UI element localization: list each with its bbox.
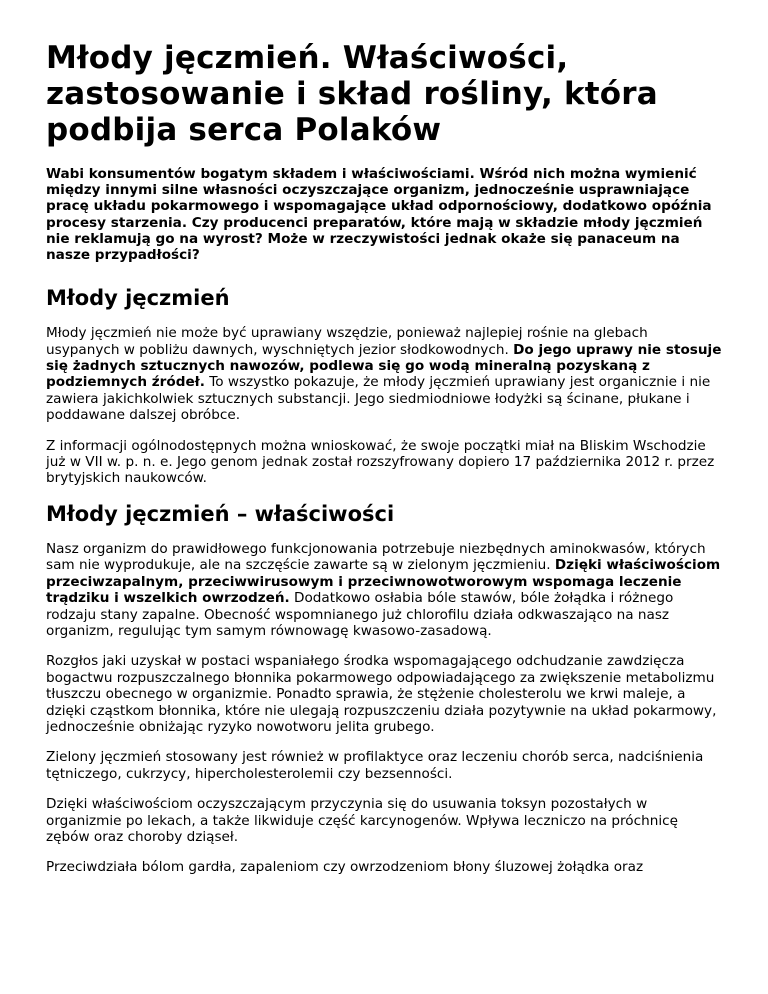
section-mlody-jeczmien: [46, 285, 724, 487]
paragraph-text: To wszystko pokazuje, że młody jęczmień uprawiany jest organicznie i nie zawiera jakichkolwiek sztucznych substancji. Jego siedmiodniowe łodyżki są ścinane, płukane i poddawane dalszej obróbce.: [46, 374, 711, 424]
paragraph-bold-text: Dzięki właściwościom przeciwzapalnym, przeciwwirusowym i przeciwnowotworowym wspomaga leczenie trądziku i wszelkich owrzodzeń.: [46, 557, 721, 607]
section-heading: Młody jęczmień – właściwości: [46, 501, 395, 526]
paragraph: Rozgłos jaki uzyskał w postaci wspaniałego środka wspomagającego odchudzanie zawdzięcza bogactwu rozpuszczalnego błonnika pokarmowego odpowiadającego za zwiększenie metabolizmu tłuszczu obecnego w organizmie. Ponadto sprawia, że stężenie cholesterolu we krwi maleje, a dzięki cząstkom błonnika, które nie ulegają rozpuszczeniu działa pozytywnie na układ pokarmowy, jednocześnie obniżając ryzyko nowotworu jelita grubego.: [46, 653, 717, 735]
section-heading: Młody jęczmień: [46, 286, 230, 311]
paragraph-text: Nasz organizm do prawidłowego funkcjonowania potrzebuje niezbędnych aminokwasów, których sam nie wyprodukuje, ale na szczęście zawarte są w zielonym jęczmieniu.: [46, 540, 706, 574]
paragraph: [46, 541, 724, 639]
article-title: Młody jęczmień. Właściwości, zastosowanie i skład rośliny, która podbija serca Polaków: [46, 40, 658, 148]
paragraph: Zielony jęczmień stosowany jest również w profilaktyce oraz leczeniu chorób serca, nadciśnienia tętniczego, cukrzycy, hipercholesterolemii czy bezsenności.: [46, 749, 704, 782]
paragraph: Z informacji ogólnodostępnych można wnioskować, że swoje początki miał na Bliskim Wschodzie już w VII w. p. n. e. Jego genom jednak został rozszyfrowany dopiero 17 października 2012 r. przez brytyjskich naukowców.: [46, 437, 715, 487]
section-wlasciwosci: [46, 501, 724, 876]
paragraph-text: Dodatkowo osłabia bóle stawów, bóle żołądka i różnego rodzaju stany zapalne. Obecność wspomnianego już chlorofilu działa odkwaszająco na nasz organizm, regulując tym samym równowagę kwasowo-zasadową.: [46, 590, 674, 639]
paragraph: Dzięki właściwościom oczyszczającym przyczynia się do usuwania toksyn pozostałych w organizmie po lekach, a także likwiduje część karcynogenów. Wpływa leczniczo na próchnicę zębów oraz choroby dziąseł.: [46, 796, 678, 845]
paragraph-text: Młody jęczmień nie może być uprawiany wszędzie, ponieważ najlepiej rośnie na glebach usypanych w pobliżu dawnych, wyschniętych jezior słodkowodnych.: [46, 325, 648, 358]
article-lead: Wabi konsumentów bogatym składem i właściwościami. Wśród nich można wymienić między innymi silne własności oczyszczające organizm, jednocześnie usprawniające pracę układu pokarmowego i wspomagające układ odpornościowy, dodatkowo opóźnia procesy starzenia. Czy producenci preparatów, które mają w składzie młody jęczmień nie reklamują go na wyrost? Może w rzeczywistości jednak okaże się panaceum na nasze przypadłości?: [46, 166, 712, 264]
paragraph: Przeciwdziała bólom gardła, zapaleniom czy owrzodzeniom błony śluzowej żołądka oraz: [46, 859, 644, 876]
paragraph-bold-text: Do jego uprawy nie stosuje się żadnych sztucznych nawozów, podlewa się go wodą mineralną pozyskaną z podziemnych źródeł.: [46, 341, 722, 391]
paragraph: [46, 325, 724, 423]
